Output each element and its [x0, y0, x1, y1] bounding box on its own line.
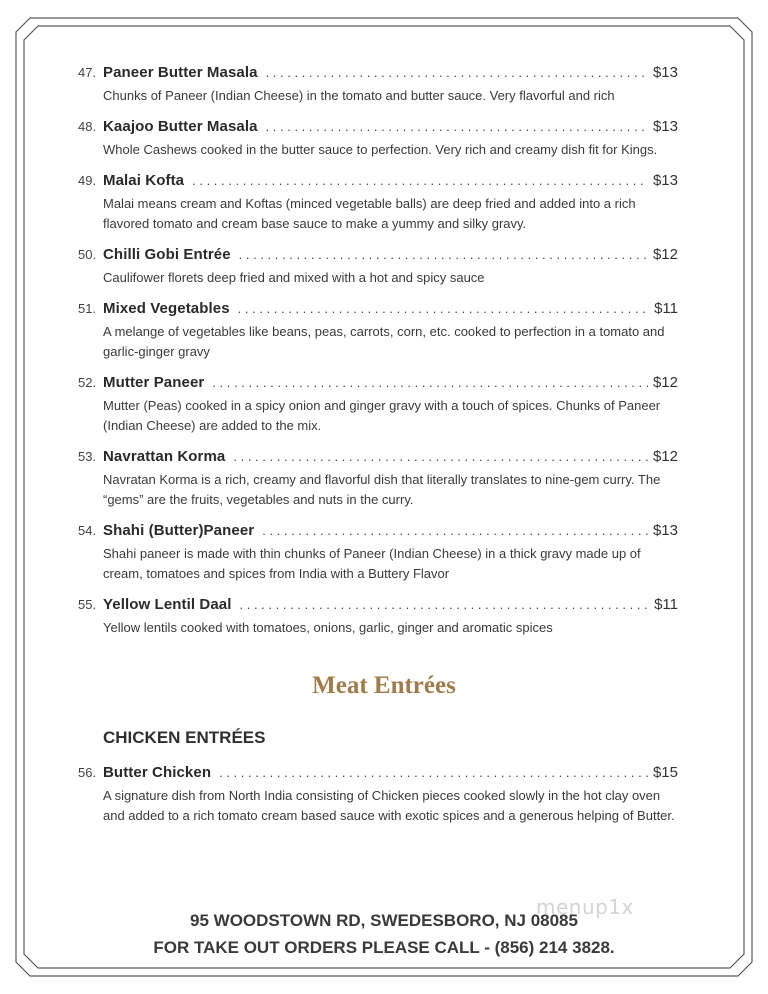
item-price: $13 — [652, 172, 678, 189]
menu-item — [78, 764, 678, 826]
item-name: Malai Kofta — [103, 172, 185, 189]
item-number: 51. — [78, 301, 97, 316]
menu-item — [78, 448, 678, 510]
leader-dots — [212, 375, 648, 390]
leader-dots — [233, 449, 648, 464]
section-title: Meat Entrées — [312, 672, 456, 699]
item-name: Mixed Vegetables — [103, 300, 230, 317]
leader-dots — [240, 597, 650, 612]
watermark: menup1x — [536, 895, 634, 919]
item-number: 50. — [78, 247, 97, 262]
item-price: $12 — [652, 448, 678, 465]
item-price: $13 — [652, 118, 678, 135]
leader-dots — [266, 65, 648, 80]
item-description: Chunks of Paneer (Indian Cheese) in the tomato and butter sauce. Very flavorful and rich — [103, 88, 615, 103]
leader-dots — [239, 247, 648, 262]
menu-item — [78, 172, 678, 234]
item-name: Chilli Gobi Entrée — [103, 246, 231, 263]
item-price: $11 — [654, 596, 678, 613]
leader-dots — [266, 119, 648, 134]
address-line: 95 WOODSTOWN RD, SWEDESBORO, NJ 08085 — [190, 911, 578, 930]
item-name: Shahi (Butter)Paneer — [103, 522, 255, 539]
menu-item — [78, 596, 678, 638]
menu-item — [78, 118, 678, 160]
item-name: Paneer Butter Masala — [103, 64, 258, 81]
item-description: A signature dish from North India consisting of Chicken pieces cooked slowly in the hot clay oven and added to a rich tomato cream based sauce with exotic spices and a generous helping of Butter. — [103, 788, 675, 823]
item-price: $13 — [652, 64, 678, 81]
item-number: 48. — [78, 119, 97, 134]
item-description: Yellow lentils cooked with tomatoes, onions, garlic, ginger and aromatic spices — [103, 620, 553, 635]
phone-line: FOR TAKE OUT ORDERS PLEASE CALL - (856) 214 3828. — [153, 938, 615, 957]
item-description: Navratan Korma is a rich, creamy and flavorful dish that literally translates to nine-gem curry. The “gems” are the fruits, vegetables and nuts in the curry. — [103, 472, 661, 507]
item-price: $12 — [652, 246, 678, 263]
item-number: 54. — [78, 523, 97, 538]
item-name: Yellow Lentil Daal — [103, 596, 232, 613]
item-price: $12 — [652, 374, 678, 391]
item-description: Mutter (Peas) cooked in a spicy onion and ginger gravy with a touch of spices. Chunks of Paneer (Indian Cheese) are added to the mix. — [103, 398, 661, 433]
item-description: Whole Cashews cooked in the butter sauce to perfection. Very rich and creamy dish fit for Kings. — [103, 142, 658, 157]
subsection-title: CHICKEN ENTRÉES — [103, 728, 266, 747]
item-number: 55. — [78, 597, 97, 612]
item-number: 47. — [78, 65, 97, 80]
item-description: Caulifower florets deep fried and mixed with a hot and spicy sauce — [103, 270, 485, 285]
menu-item — [78, 374, 678, 436]
leader-dots — [219, 765, 648, 780]
footer — [0, 907, 768, 961]
item-number: 56. — [78, 765, 97, 780]
item-price: $15 — [652, 764, 678, 781]
leader-dots — [262, 523, 648, 538]
item-number: 49. — [78, 173, 97, 188]
item-price: $13 — [652, 522, 678, 539]
menu-item — [78, 246, 678, 288]
item-name: Navrattan Korma — [103, 448, 226, 465]
item-number: 52. — [78, 375, 97, 390]
menu-item — [78, 64, 678, 106]
vegetarian-items-list — [78, 64, 678, 650]
menu-item — [78, 300, 678, 362]
leader-dots — [192, 173, 648, 188]
item-description: Shahi paneer is made with thin chunks of Paneer (Indian Cheese) in a thick gravy made up of cream, tomatoes and spices from India with a Buttery Flavor — [103, 546, 641, 581]
item-description: A melange of vegetables like beans, peas, carrots, corn, etc. cooked to perfection in a tomato and garlic-ginger gravy — [103, 324, 665, 359]
item-description: Malai means cream and Koftas (minced vegetable balls) are deep fried and added into a rich flavored tomato and cream base sauce to make a yummy and silky gravy. — [103, 196, 636, 231]
item-name: Butter Chicken — [103, 764, 212, 781]
chicken-items-list — [78, 764, 678, 838]
item-price: $11 — [654, 300, 678, 317]
item-number: 53. — [78, 449, 97, 464]
item-name: Mutter Paneer — [103, 374, 205, 391]
item-name: Kaajoo Butter Masala — [103, 118, 258, 135]
menu-item — [78, 522, 678, 584]
leader-dots — [238, 301, 649, 316]
